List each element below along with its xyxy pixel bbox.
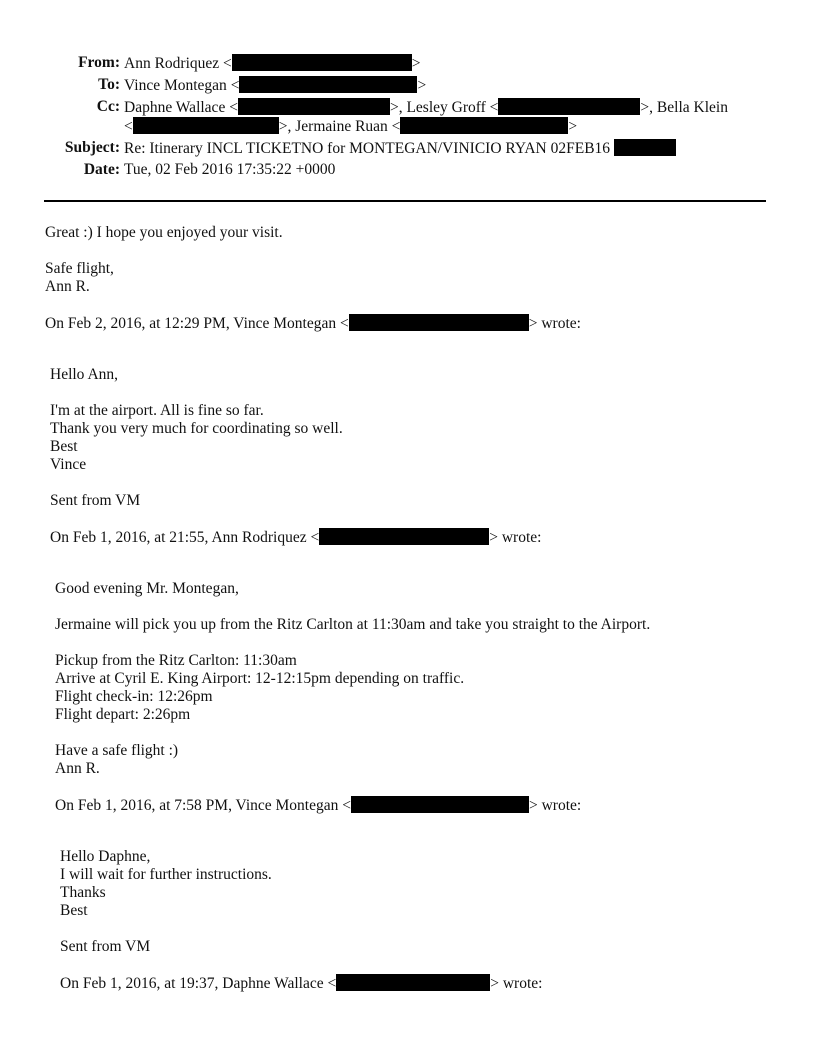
quote4-prefix: On Feb 1, 2016, at 19:37, Daphne Wallace <: [60, 975, 337, 992]
msg1-line2: Safe flight,: [45, 260, 114, 277]
msg3-line7: Have a safe flight :): [55, 742, 179, 759]
msg2-line1: Hello Ann,: [50, 366, 119, 383]
msg4-line5: Sent from VM: [60, 938, 151, 955]
from-label: From:: [78, 54, 120, 71]
to-name: Vince Montegan: [124, 77, 227, 94]
msg3-line8: Ann R.: [55, 760, 100, 777]
redacted-subject-part: [614, 139, 676, 156]
cc-name-2: Lesley Groff: [406, 99, 486, 116]
quote3-suffix: > wrote:: [528, 797, 582, 814]
redacted-quote4-email: [336, 974, 490, 991]
redacted-cc-email-4: [400, 117, 568, 134]
quote2-prefix: On Feb 1, 2016, at 21:55, Ann Rodriquez <: [50, 529, 320, 546]
msg3-line6: Flight depart: 2:26pm: [55, 706, 191, 723]
redacted-cc-email-1: [238, 98, 390, 115]
cc-value-line1: Daphne Wallace < >, Lesley Groff < >, Bella Klein: [124, 99, 728, 116]
cc-name-1: Daphne Wallace: [124, 99, 226, 116]
msg3-line3: Pickup from the Ritz Carlton: 11:30am: [55, 652, 297, 669]
header-to: [0, 76, 816, 96]
quote1-prefix: On Feb 2, 2016, at 12:29 PM, Vince Montegan <: [45, 315, 349, 332]
msg2-line5: Vince: [50, 456, 87, 473]
header-cc: [0, 98, 816, 118]
quote2-header: [50, 528, 541, 547]
redacted-quote2-email: [319, 528, 489, 545]
to-label: To:: [98, 76, 120, 93]
msg3-line1: Good evening Mr. Montegan,: [55, 580, 239, 597]
quote1-header: [45, 314, 581, 333]
msg2-line3: Thank you very much for coordinating so well.: [50, 420, 343, 437]
msg1-signature: Ann R.: [45, 278, 90, 295]
cc-value-line2: < >, Jermaine Ruan < >: [124, 118, 578, 135]
msg4-line1: Hello Daphne,: [60, 848, 151, 865]
msg4-line4: Best: [60, 902, 88, 919]
to-value: Vince Montegan < >: [124, 77, 427, 94]
msg3-line2: Jermaine will pick you up from the Ritz Carlton at 11:30am and take you straight to the Airport.: [55, 616, 651, 633]
cc-name-3: Bella Klein: [656, 99, 728, 116]
header-cc-cont: [0, 117, 816, 137]
subject-label: Subject:: [64, 139, 120, 156]
quote2-suffix: > wrote:: [489, 529, 542, 546]
msg2-line6: Sent from VM: [50, 492, 141, 509]
quote1-suffix: > wrote:: [528, 315, 581, 332]
date-label: Date:: [83, 161, 120, 178]
redacted-quote3-email: [351, 796, 529, 813]
from-value: Ann Rodriquez < >: [124, 55, 421, 72]
msg4-line2: I will wait for further instructions.: [60, 866, 272, 883]
redacted-quote1-email: [349, 314, 529, 331]
redacted-cc-email-3: [133, 117, 279, 134]
subject-text: Re: Itinerary INCL TICKETNO for MONTEGAN/VINICIO RYAN 02FEB16: [124, 140, 611, 157]
msg4-line3: Thanks: [60, 884, 106, 901]
redacted-to-email: [239, 76, 417, 93]
quote3-header: [55, 796, 581, 815]
quote3-prefix: On Feb 1, 2016, at 7:58 PM, Vince Montegan <: [55, 797, 351, 814]
redacted-from-email: [232, 54, 412, 71]
cc-name-4: Jermaine Ruan: [295, 118, 388, 135]
msg1-line1: Great :) I hope you enjoyed your visit.: [45, 224, 283, 241]
msg2-line4: Best: [50, 438, 78, 455]
msg2-line2: I'm at the airport. All is fine so far.: [50, 402, 264, 419]
subject-value: [124, 139, 676, 158]
date-value: Tue, 02 Feb 2016 17:35:22 +0000: [124, 161, 336, 178]
msg3-line5: Flight check-in: 12:26pm: [55, 688, 213, 705]
redacted-cc-email-2: [498, 98, 640, 115]
header-subject: [0, 139, 816, 159]
header-divider: [44, 200, 766, 202]
cc-label: Cc:: [96, 98, 120, 115]
quote4-suffix: > wrote:: [490, 975, 543, 992]
header-date: [0, 161, 816, 181]
header-from: [0, 54, 816, 74]
quote4-header: [60, 974, 542, 993]
msg3-line4: Arrive at Cyril E. King Airport: 12-12:15pm depending on traffic.: [55, 670, 465, 687]
from-name: Ann Rodriquez: [124, 55, 220, 72]
